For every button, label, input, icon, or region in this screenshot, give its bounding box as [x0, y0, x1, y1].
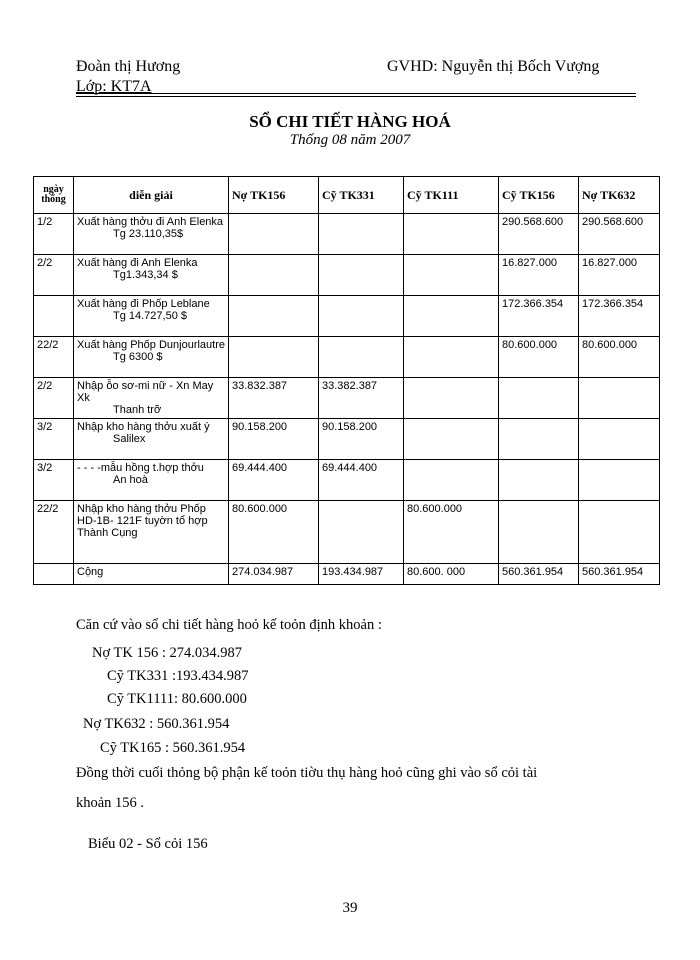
cell-co156: 80.600.000	[499, 337, 579, 378]
cell-co111	[404, 378, 499, 419]
journal-line: Cỹ TK165 : 560.361.954	[100, 740, 246, 756]
desc-text: Xuất hàng đi Anh Elenka	[77, 257, 198, 269]
cell-co331: 69.444.400	[319, 460, 404, 501]
page-number: 39	[342, 900, 358, 916]
col-header-date: ngày thống	[34, 177, 74, 214]
cell-desc	[74, 214, 229, 255]
desc-amount: Tg 6300 $	[113, 351, 163, 363]
cell-co156: 172.366.354	[499, 296, 579, 337]
cell-date: 2/2	[34, 378, 74, 419]
cell-no632: 290.568.600	[579, 214, 660, 255]
desc-text: Nhập kho hàng thởu Phốp HD-1B- 121F tuyờn tổ hợp Thành Cụng	[77, 503, 208, 539]
journal-line: Nợ TK 156 : 274.034.987	[92, 645, 242, 661]
desc-amount: Tg 14.727,50 $	[113, 310, 188, 322]
table-row	[34, 460, 660, 501]
desc-amount: Tg1.343,34 $	[113, 269, 178, 281]
cell-co156	[499, 501, 579, 564]
col-header-desc: diễn giải	[74, 177, 229, 214]
cell-co156: 290.568.600	[499, 214, 579, 255]
table-row	[34, 296, 660, 337]
cell-no156: 69.444.400	[229, 460, 319, 501]
ledger-table	[33, 176, 660, 585]
cell-date: 3/2	[34, 419, 74, 460]
cell-no632: 16.827.000	[579, 255, 660, 296]
cell-co156	[499, 419, 579, 460]
journal-intro: Căn cứ vào sổ chi tiết hàng hoỏ kế toỏn định khoản :	[76, 617, 382, 633]
figure-caption: Biểu 02 - Sổ cỏi 156	[88, 836, 208, 852]
desc-text: Nhập kho hàng thởu xuất ý	[77, 421, 210, 433]
cell-co331: 33.382.387	[319, 378, 404, 419]
body-paragraph: Đồng thời cuối thỏng bộ phận kế toỏn tiờu thụ hàng hoỏ cũng ghi vào sổ cỏi tài	[76, 765, 538, 781]
cell-co156: 560.361.954	[499, 564, 579, 585]
desc-text: Xuất hàng Phốp Dunjourlautre	[77, 339, 225, 351]
page-subtitle: Thống 08 năm 2007	[289, 132, 411, 148]
col-header-no632: Nợ TK632	[579, 177, 660, 214]
cell-no156: 33.832.387	[229, 378, 319, 419]
desc-text: Xuất hàng đi Phốp Leblane	[77, 298, 210, 310]
body-paragraph: khoản 156 .	[76, 795, 145, 811]
cell-no632	[579, 501, 660, 564]
col-header-co156: Cỹ TK156	[499, 177, 579, 214]
col-header-co111: Cỹ TK111	[404, 177, 499, 214]
cell-date	[34, 296, 74, 337]
desc-amount: Tg 23.110,35$	[113, 228, 184, 240]
cell-co331	[319, 501, 404, 564]
cell-co111	[404, 214, 499, 255]
col-header-no156: Nợ TK156	[229, 177, 319, 214]
journal-line: Nợ TK632 : 560.361.954	[83, 716, 230, 732]
journal-line: Cỹ TK331 :193.434.987	[107, 668, 249, 684]
author-name: Đoàn thị Hương	[76, 58, 181, 75]
desc-amount: Thanh trỡ	[113, 404, 162, 416]
cell-desc	[74, 419, 229, 460]
cell-no156	[229, 255, 319, 296]
cell-co331	[319, 255, 404, 296]
cell-no156	[229, 214, 319, 255]
table-row	[34, 337, 660, 378]
cell-co111	[404, 296, 499, 337]
cell-date: 1/2	[34, 214, 74, 255]
cell-co331	[319, 214, 404, 255]
cell-no632: 80.600.000	[579, 337, 660, 378]
cell-co111: 80.600.000	[404, 501, 499, 564]
desc-text: Nhập ỗo sơ-mi nữ - Xn May Xk	[77, 380, 214, 404]
cell-date	[34, 564, 74, 585]
advisor-name: GVHD: Nguyễn thị Bốch Vượng	[387, 58, 600, 75]
header-rule	[76, 93, 636, 94]
cell-no632	[579, 378, 660, 419]
cell-no156: 80.600.000	[229, 501, 319, 564]
cell-no156	[229, 296, 319, 337]
cell-date: 3/2	[34, 460, 74, 501]
cell-co111	[404, 255, 499, 296]
cell-no632: 172.366.354	[579, 296, 660, 337]
cell-co156	[499, 378, 579, 419]
table-header-row	[34, 177, 660, 214]
cell-desc	[74, 255, 229, 296]
table-row	[34, 214, 660, 255]
cell-date: 22/2	[34, 501, 74, 564]
col-header-co331: Cỹ TK331	[319, 177, 404, 214]
desc-amount: An hoà	[113, 474, 148, 486]
class-label: Lớp: KT7A	[76, 78, 152, 95]
cell-no632: 560.361.954	[579, 564, 660, 585]
cell-date: 2/2	[34, 255, 74, 296]
page-title: SỔ CHI TIẾT HÀNG HOÁ	[249, 112, 451, 131]
journal-line: Cỹ TK1111: 80.600.000	[107, 691, 247, 707]
cell-no632	[579, 419, 660, 460]
table-row	[34, 501, 660, 564]
desc-text: Xuất hàng thởu đi Anh Elenka	[77, 216, 224, 228]
cell-co111: 80.600. 000	[404, 564, 499, 585]
cell-co331: 193.434.987	[319, 564, 404, 585]
table-row	[34, 378, 660, 419]
header-rule	[76, 96, 636, 97]
cell-desc: Cộng	[74, 564, 229, 585]
cell-no632	[579, 460, 660, 501]
desc-amount: Salilex	[113, 433, 146, 445]
cell-no156: 274.034.987	[229, 564, 319, 585]
cell-co156	[499, 460, 579, 501]
table-total-row	[34, 564, 660, 585]
cell-desc	[74, 337, 229, 378]
cell-no156: 90.158.200	[229, 419, 319, 460]
cell-co156: 16.827.000	[499, 255, 579, 296]
cell-no156	[229, 337, 319, 378]
table-row	[34, 255, 660, 296]
cell-desc	[74, 378, 229, 419]
cell-co111	[404, 460, 499, 501]
cell-desc	[74, 296, 229, 337]
cell-co331	[319, 296, 404, 337]
cell-co111	[404, 419, 499, 460]
cell-date: 22/2	[34, 337, 74, 378]
desc-text: - - - -mẫu hồng t.hợp thởu	[77, 462, 204, 474]
table-row	[34, 419, 660, 460]
cell-co331: 90.158.200	[319, 419, 404, 460]
cell-desc	[74, 501, 229, 564]
cell-desc	[74, 460, 229, 501]
cell-co111	[404, 337, 499, 378]
cell-co331	[319, 337, 404, 378]
